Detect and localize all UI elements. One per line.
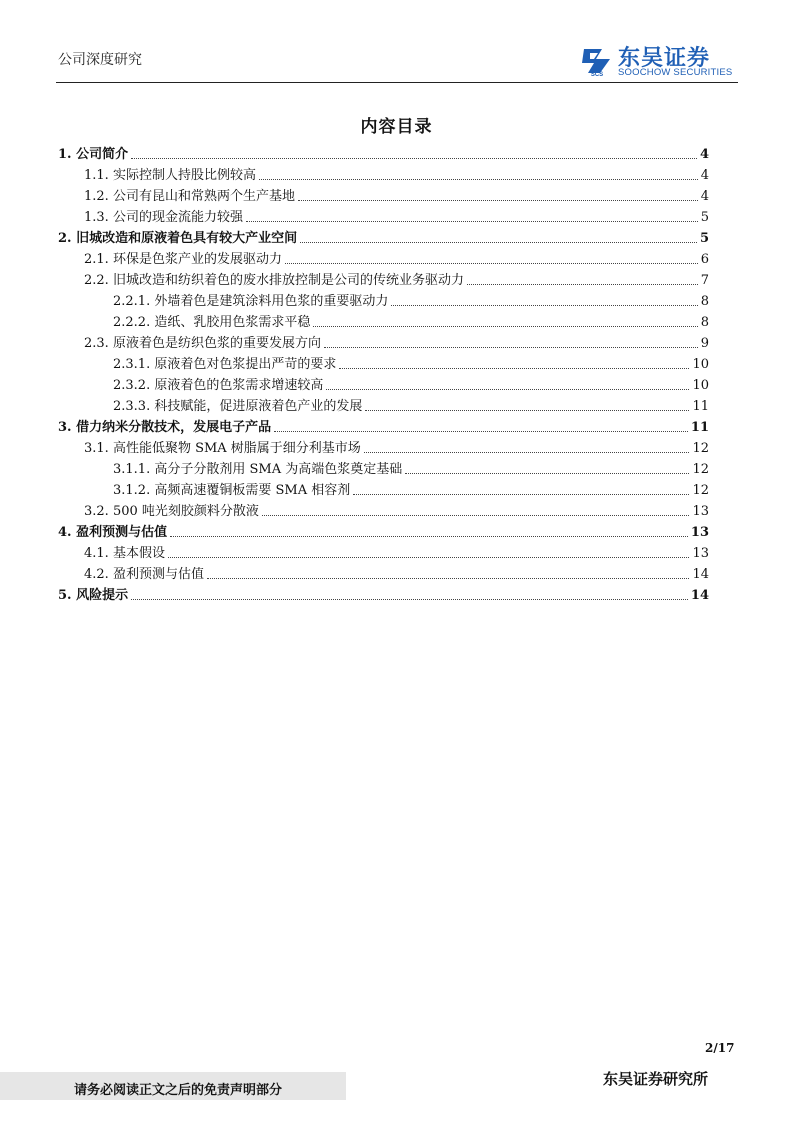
- toc-entry-label: 2.3.1. 原液着色对色浆提出严苛的要求: [113, 357, 337, 372]
- toc-entry[interactable]: [58, 416, 709, 436]
- toc-entry[interactable]: [113, 395, 709, 415]
- toc-leader-dots: [131, 598, 688, 600]
- toc-entry-label: 2.1. 环保是色浆产业的发展驱动力: [84, 252, 282, 267]
- toc-entry-page: 11: [690, 420, 709, 435]
- disclaimer-text: 请务必阅读正文之后的免责声明部分: [74, 1083, 283, 1098]
- toc-entry[interactable]: [58, 143, 709, 163]
- toc-entry-page: 4: [700, 189, 709, 204]
- toc-entry-label: 2.3.2. 原液着色的色浆需求增速较高: [113, 378, 324, 393]
- logo-chinese-name: 东吴证券: [618, 46, 711, 71]
- toc-entry-page: 12: [692, 462, 709, 477]
- toc-entry-label: 2.2. 旧城改造和纺织着色的废水排放控制是公司的传统业务驱动力: [84, 273, 464, 288]
- toc-leader-dots: [170, 535, 688, 537]
- toc-entry-label: 2.2.1. 外墙着色是建筑涂料用色浆的重要驱动力: [113, 294, 389, 309]
- toc-leader-dots: [353, 493, 689, 495]
- toc-entry-page: 4: [699, 147, 709, 162]
- toc-entry[interactable]: [113, 458, 709, 478]
- toc-entry[interactable]: [84, 164, 709, 184]
- toc-entry-page: 14: [692, 567, 709, 582]
- toc-leader-dots: [131, 157, 697, 159]
- report-type-label: 公司深度研究: [58, 52, 142, 68]
- toc-entry-page: 5: [699, 231, 709, 246]
- toc-leader-dots: [467, 283, 698, 285]
- toc-leader-dots: [365, 409, 689, 411]
- toc-leader-dots: [246, 220, 698, 222]
- toc-leader-dots: [274, 430, 688, 432]
- toc-entry-label: 4.2. 盈利预测与估值: [84, 567, 204, 582]
- toc-entry-label: 1.1. 实际控制人持股比例较高: [84, 168, 256, 183]
- toc-leader-dots: [324, 346, 698, 348]
- toc-leader-dots: [262, 514, 690, 516]
- toc-entry-page: 12: [692, 441, 709, 456]
- toc-entry-page: 4: [700, 168, 709, 183]
- toc-entry-page: 10: [692, 357, 709, 372]
- toc-entry[interactable]: [84, 437, 709, 457]
- toc-entry[interactable]: [84, 500, 709, 520]
- toc-entry-label: 2.3. 原液着色是纺织色浆的重要发展方向: [84, 336, 321, 351]
- toc-leader-dots: [298, 199, 698, 201]
- toc-entry[interactable]: [58, 227, 709, 247]
- toc-entry-label: 5. 风险提示: [58, 588, 129, 603]
- toc-entry-page: 13: [692, 504, 709, 519]
- toc-entry-page: 14: [690, 588, 709, 603]
- toc-entry[interactable]: [113, 374, 709, 394]
- toc-entry-page: 8: [700, 315, 709, 330]
- toc-entry[interactable]: [58, 584, 709, 604]
- brokerage-logo: [580, 41, 740, 81]
- toc-entry-page: 7: [700, 273, 709, 288]
- toc-entry-label: 2.2.2. 造纸、乳胶用色浆需求平稳: [113, 315, 311, 330]
- toc-entry[interactable]: [58, 521, 709, 541]
- toc-entry-label: 3. 借力纳米分散技术，发展电子产品: [58, 420, 272, 435]
- toc-entry-label: 3.2. 500 吨光刻胶颜料分散液: [84, 504, 259, 519]
- toc-entry-label: 1.2. 公司有昆山和常熟两个生产基地: [84, 189, 295, 204]
- toc-entry-page: 12: [692, 483, 709, 498]
- toc-leader-dots: [364, 451, 690, 453]
- toc-entry[interactable]: [84, 206, 709, 226]
- toc-leader-dots: [259, 178, 698, 180]
- toc-title: 内容目录: [360, 117, 433, 137]
- toc-entry-label: 1. 公司简介: [58, 147, 129, 162]
- toc-entry-label: 3.1. 高性能低聚物 SMA 树脂属于细分利基市场: [84, 441, 361, 456]
- toc-entry-label: 2. 旧城改造和原液着色具有较大产业空间: [58, 231, 298, 246]
- toc-leader-dots: [300, 241, 697, 243]
- toc-entry-page: 5: [700, 210, 709, 225]
- toc-entry[interactable]: [113, 353, 709, 373]
- toc-entry-page: 10: [692, 378, 709, 393]
- header-divider: [56, 82, 738, 83]
- toc-entry-label: 1.3. 公司的现金流能力较强: [84, 210, 243, 225]
- toc-leader-dots: [326, 388, 689, 390]
- toc-entry[interactable]: [84, 185, 709, 205]
- toc-leader-dots: [313, 325, 697, 327]
- toc-entry[interactable]: [84, 248, 709, 268]
- toc-leader-dots: [391, 304, 697, 306]
- toc-leader-dots: [207, 577, 690, 579]
- toc-entry-label: 4. 盈利预测与估值: [58, 525, 168, 540]
- toc-entry[interactable]: [113, 479, 709, 499]
- toc-entry-label: 3.1.1. 高分子分散剂用 SMA 为高端色浆奠定基础: [113, 462, 403, 477]
- toc-entry-page: 9: [700, 336, 709, 351]
- toc-entry-page: 13: [690, 525, 709, 540]
- toc-entry[interactable]: [84, 563, 709, 583]
- toc-entry-page: 11: [692, 399, 709, 414]
- toc-entry[interactable]: [113, 290, 709, 310]
- institute-name: 东吴证券研究所: [603, 1070, 709, 1088]
- toc-entry[interactable]: [84, 269, 709, 289]
- toc-entry-label: 3.1.2. 高频高速覆铜板需要 SMA 相容剂: [113, 483, 351, 498]
- toc-leader-dots: [339, 367, 689, 369]
- toc-leader-dots: [285, 262, 698, 264]
- toc-entry[interactable]: [84, 332, 709, 352]
- toc-leader-dots: [405, 472, 689, 474]
- toc-entry-page: 6: [700, 252, 709, 267]
- toc-entry-page: 13: [692, 546, 709, 561]
- toc-entry-label: 2.3.3. 科技赋能，促进原液着色产业的发展: [113, 399, 363, 414]
- toc-entry-page: 8: [700, 294, 709, 309]
- toc-leader-dots: [168, 556, 690, 558]
- logo-mark-text: SCS: [590, 72, 604, 77]
- brokerage-logo-mark-icon: [580, 43, 614, 77]
- toc-entry[interactable]: [84, 542, 709, 562]
- page-number: 2/17: [705, 1041, 735, 1055]
- logo-english-name: SOOCHOW SECURITIES: [618, 67, 733, 78]
- toc-entry[interactable]: [113, 311, 709, 331]
- toc-entry-label: 4.1. 基本假设: [84, 546, 165, 561]
